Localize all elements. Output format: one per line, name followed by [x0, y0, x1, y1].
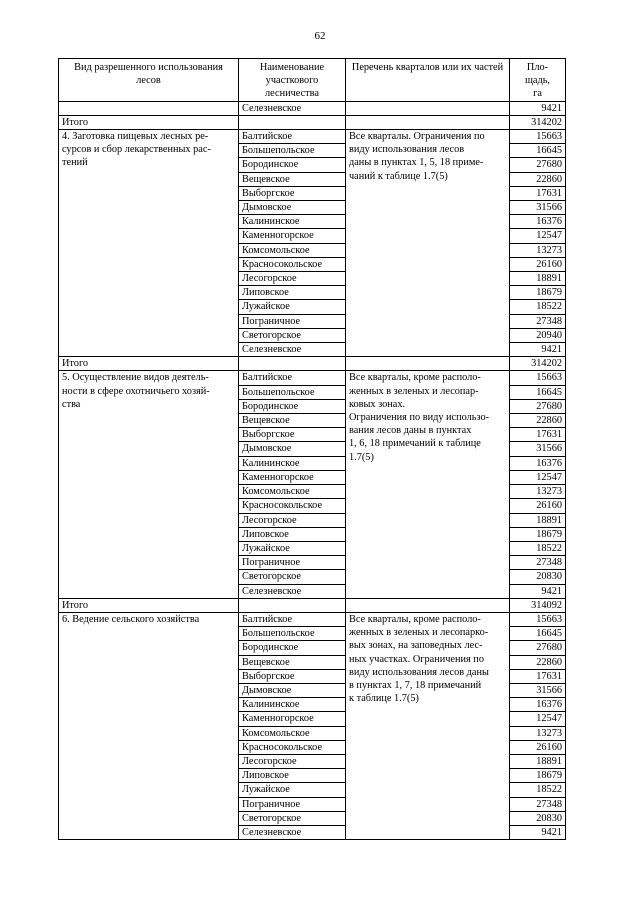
total-value: 314092: [510, 598, 566, 612]
district-name: Большепольское: [239, 144, 346, 158]
area-value: 18522: [510, 541, 566, 555]
area-value: 18679: [510, 769, 566, 783]
area-value: 31566: [510, 442, 566, 456]
district-name: Вещевское: [239, 414, 346, 428]
area-value: 13273: [510, 485, 566, 499]
total-value: 314202: [510, 357, 566, 371]
area-value: 22860: [510, 655, 566, 669]
area-value: 16645: [510, 627, 566, 641]
area-value: 18522: [510, 300, 566, 314]
empty-cell: [346, 115, 510, 129]
total-value: 314202: [510, 115, 566, 129]
use-cell: [59, 101, 239, 115]
area-value: 18679: [510, 286, 566, 300]
district-name: Светогорское: [239, 570, 346, 584]
district-name: Комсомольское: [239, 726, 346, 740]
district-name: Селезневское: [239, 343, 346, 357]
area-value: 15663: [510, 130, 566, 144]
area-value: 12547: [510, 229, 566, 243]
district-name: Красносокольское: [239, 499, 346, 513]
area-value: 17631: [510, 669, 566, 683]
area-value: 31566: [510, 683, 566, 697]
area-value: 16376: [510, 698, 566, 712]
district-name: Бородинское: [239, 158, 346, 172]
total-label: Итого: [59, 357, 239, 371]
forest-use-table: [58, 58, 566, 840]
district-name: Балтийское: [239, 612, 346, 626]
area-value: 9421: [510, 101, 566, 115]
table-body: [59, 101, 566, 840]
table-row: [59, 101, 566, 115]
district-name: Красносокольское: [239, 740, 346, 754]
area-value: 26160: [510, 257, 566, 271]
district-name: Выборгское: [239, 669, 346, 683]
area-value: 9421: [510, 584, 566, 598]
district-name: Селезневское: [239, 584, 346, 598]
area-value: 27348: [510, 797, 566, 811]
district-name: Каменногорское: [239, 470, 346, 484]
area-value: 27680: [510, 641, 566, 655]
area-value: 16645: [510, 385, 566, 399]
district-name: Большепольское: [239, 385, 346, 399]
district-name: Лесогорское: [239, 513, 346, 527]
district-name: Вещевское: [239, 655, 346, 669]
district-name: Комсомольское: [239, 243, 346, 257]
area-value: 22860: [510, 414, 566, 428]
empty-cell: [239, 357, 346, 371]
use-type-cell: 4. Заготовка пищевых лесных ре- сурсов и сбор лекарственных рас- тений: [59, 130, 239, 357]
area-value: 15663: [510, 371, 566, 385]
area-value: 16376: [510, 215, 566, 229]
district-name: Селезневское: [239, 101, 346, 115]
area-value: 27680: [510, 399, 566, 413]
header-quarters: Перечень кварталов или их частей: [346, 59, 510, 102]
empty-cell: [346, 357, 510, 371]
quarters-cell: Все кварталы, кроме располо- женных в зеленых и лесопарко- вых зонах, на заповедных лес- ных участках. Ограничения по виду использования лесов даны в пунктах 1, 7, 18 примечаний к таблице 1.7(5): [346, 612, 510, 839]
area-value: 26160: [510, 740, 566, 754]
area-value: 27348: [510, 556, 566, 570]
district-name: Балтийское: [239, 371, 346, 385]
district-name: Калининское: [239, 215, 346, 229]
district-name: Красносокольское: [239, 257, 346, 271]
area-value: 13273: [510, 726, 566, 740]
page-number: 62: [314, 30, 326, 42]
area-value: 9421: [510, 343, 566, 357]
district-name: Дымовское: [239, 683, 346, 697]
district-name: Пограничное: [239, 556, 346, 570]
area-value: 16376: [510, 456, 566, 470]
empty-cell: [239, 598, 346, 612]
total-row: [59, 598, 566, 612]
district-name: Бородинское: [239, 641, 346, 655]
district-name: Калининское: [239, 698, 346, 712]
header-area: Пло- щадь, га: [510, 59, 566, 102]
area-value: 17631: [510, 428, 566, 442]
district-name: Липовское: [239, 769, 346, 783]
district-name: Комсомольское: [239, 485, 346, 499]
district-name: Лесогорское: [239, 272, 346, 286]
district-name: Лужайское: [239, 541, 346, 555]
district-name: Светогорское: [239, 811, 346, 825]
district-name: Дымовское: [239, 442, 346, 456]
table-row: [59, 612, 566, 626]
district-name: Калининское: [239, 456, 346, 470]
area-value: 20940: [510, 328, 566, 342]
area-value: 12547: [510, 712, 566, 726]
area-value: 18891: [510, 272, 566, 286]
district-name: Липовское: [239, 527, 346, 541]
district-name: Пограничное: [239, 314, 346, 328]
district-name: Выборгское: [239, 428, 346, 442]
header-district: Наименование участкового лесничества: [239, 59, 346, 102]
district-name: Светогорское: [239, 328, 346, 342]
district-name: Каменногорское: [239, 229, 346, 243]
district-name: Лужайское: [239, 783, 346, 797]
use-type-cell: 6. Ведение сельского хозяйства: [59, 612, 239, 839]
district-name: Лесогорское: [239, 754, 346, 768]
area-value: 22860: [510, 172, 566, 186]
area-value: 17631: [510, 186, 566, 200]
header-use: Вид разрешенного использования лесов: [59, 59, 239, 102]
area-value: 27680: [510, 158, 566, 172]
area-value: 9421: [510, 825, 566, 839]
district-name: Вещевское: [239, 172, 346, 186]
area-value: 20830: [510, 570, 566, 584]
total-row: [59, 115, 566, 129]
district-name: Каменногорское: [239, 712, 346, 726]
area-value: 18891: [510, 754, 566, 768]
quarters-cell: Все кварталы, кроме располо- женных в зеленых и лесопар- ковых зонах. Ограничения по виду использо- вания лесов даны в пунктах 1, 6, 18 примечаний к таблице 1.7(5): [346, 371, 510, 598]
total-label: Итого: [59, 598, 239, 612]
empty-cell: [239, 115, 346, 129]
table-header-row: [59, 59, 566, 102]
area-value: 27348: [510, 314, 566, 328]
area-value: 18891: [510, 513, 566, 527]
district-name: Лужайское: [239, 300, 346, 314]
use-type-cell: 5. Осуществление видов деятель- ности в сфере охотничьего хозяй- ства: [59, 371, 239, 598]
district-name: Выборгское: [239, 186, 346, 200]
district-name: Дымовское: [239, 201, 346, 215]
district-name: Бородинское: [239, 399, 346, 413]
total-row: [59, 357, 566, 371]
area-value: 18522: [510, 783, 566, 797]
area-value: 13273: [510, 243, 566, 257]
area-value: 12547: [510, 470, 566, 484]
district-name: Балтийское: [239, 130, 346, 144]
district-name: Липовское: [239, 286, 346, 300]
empty-cell: [346, 598, 510, 612]
quarters-cell: Все кварталы. Ограничения по виду использования лесов даны в пунктах 1, 5, 18 приме- чаний к таблице 1.7(5): [346, 130, 510, 357]
area-value: 18679: [510, 527, 566, 541]
district-name: Пограничное: [239, 797, 346, 811]
area-value: 20830: [510, 811, 566, 825]
area-value: 31566: [510, 201, 566, 215]
area-value: 16645: [510, 144, 566, 158]
table-row: [59, 371, 566, 385]
district-name: Селезневское: [239, 825, 346, 839]
area-value: 15663: [510, 612, 566, 626]
quarters-cell: [346, 101, 510, 115]
area-value: 26160: [510, 499, 566, 513]
total-label: Итого: [59, 115, 239, 129]
district-name: Большепольское: [239, 627, 346, 641]
table-row: [59, 130, 566, 144]
